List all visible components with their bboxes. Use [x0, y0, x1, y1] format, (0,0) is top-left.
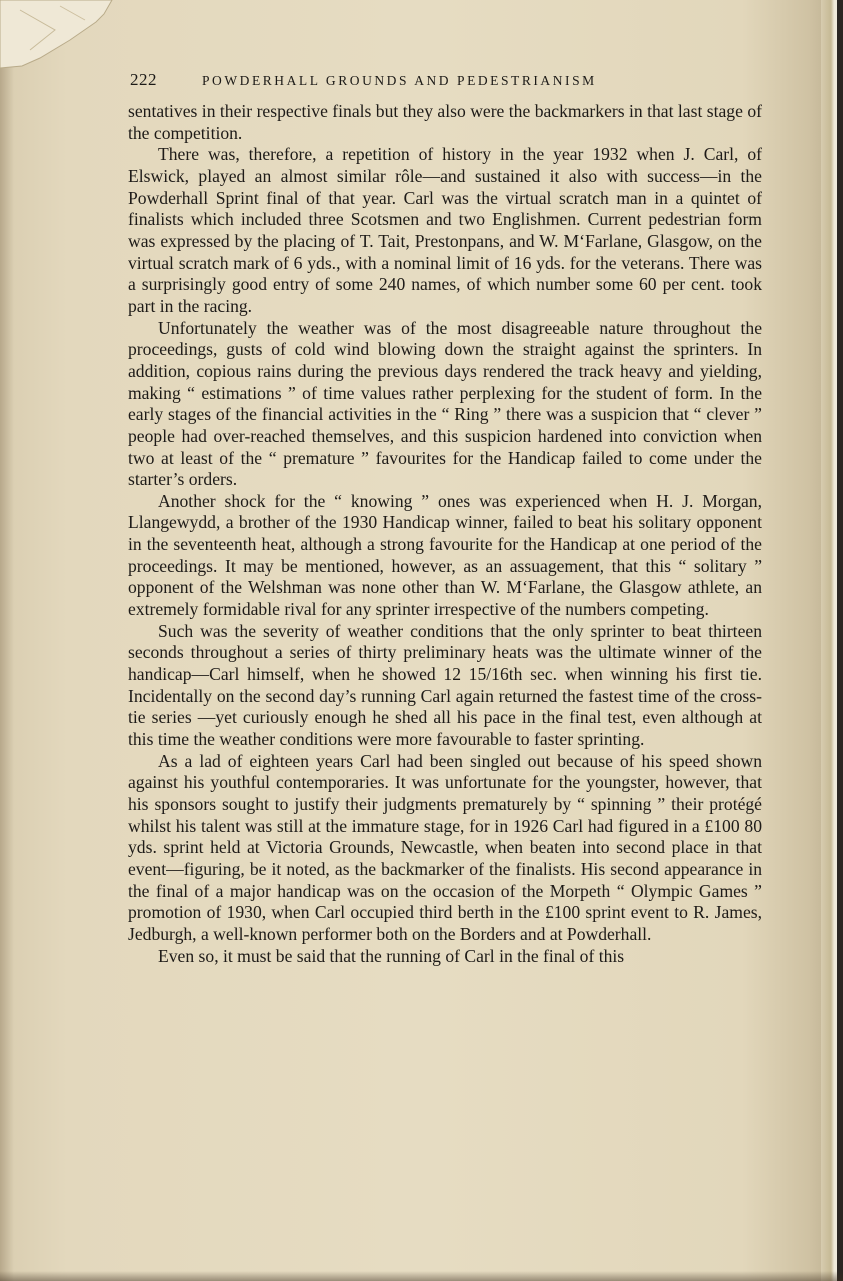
paragraph: sentatives in their respective finals but they also were the backmarkers in that last stage of the competition.	[128, 101, 762, 143]
torn-corner-paper	[0, 0, 120, 70]
paragraph: As a lad of eighteen years Carl had been singled out because of his speed shown against his youthful contemporaries. It was unfortunate for the youngster, however, that his sponsors sought to justify their judgments prematurely by “ spinning ” their protégé whilst his talent was still at the immature stage, for in 1926 Carl had figured in a £100 80 yds. sprint held at Victoria Grounds, Newcastle, when beaten into second place in that event—figuring, be it noted, as the backmarker of the finalists. His second appearance in the final of a major handicap was on the occasion of the Morpeth “ Olympic Games ” promotion of 1930, when Carl occupied third berth in the £100 sprint event to R. James, Jedburgh, a well-known performer both on the Borders and at Powderhall.	[128, 750, 762, 944]
page-number: 222	[130, 70, 157, 89]
paragraph: Even so, it must be said that the running of Carl in the final of this	[158, 945, 625, 966]
spine-shadow	[0, 0, 14, 1281]
paragraph: Another shock for the “ knowing ” ones was experienced when H. J. Morgan, Llangewydd, a brother of the 1930 Handicap winner, failed to beat his solitary opponent in the seventeenth heat, although a strong favourite for the Handicap at one period of the proceedings. It may be mentioned, however, as an assuagement, that this “ solitary ” opponent of the Welshman was none other than W. M‘Farlane, the Glasgow athlete, an extremely formidable rival for any sprinter irrespective of the numbers competing.	[128, 490, 762, 620]
paragraph: Such was the severity of weather conditions that the only sprinter to beat thirteen seconds throughout a series of thirty preliminary heats was the ultimate winner of the handicap—Carl himself, when he showed 12 15/16th sec. when winning his first tie. Incidentally on the second day’s running Carl again returned the fastest time of the cross-tie series —yet curiously enough he shed all his pace in the final test, even although at this time the weather conditions were more favourable to faster sprinting.	[128, 620, 762, 750]
page-header	[130, 70, 770, 94]
bottom-shadow	[0, 1271, 843, 1281]
background-edge	[837, 0, 843, 1281]
paragraph: Unfortunately the weather was of the most disagreeable nature throughout the proceedings, gusts of cold wind blowing down the straight against the sprinters. In addition, copious rains during the previous days rendered the track heavy and yielding, making “ estimations ” of time values rather perplexing for the student of form. In the early stages of the financial activities in the “ Ring ” there was a suspicion that “ clever ” people had over-reached themselves, and this suspicion hardened into conviction when two at least of the “ premature ” favourites for the Handicap failed to come under the starter’s orders.	[128, 317, 762, 490]
paragraph: There was, therefore, a repetition of history in the year 1932 when J. Carl, of Elswick, played an almost similar rôle—and sustained it also with success—in the Powderhall Sprint final of that year. Carl was the virtual scratch man in a quintet of finalists which included three Scotsmen and two Englishmen. Current pedestrian form was expressed by the placing of T. Tait, Prestonpans, and W. M‘Farlane, Glasgow, on the virtual scratch mark of 6 yds., with a nominal limit of 16 yds. for the veterans. There was a surprisingly good entry of some 240 names, of which number some 60 per cent. took part in the racing.	[128, 144, 762, 316]
body-text	[128, 101, 762, 967]
running-head: POWDERHALL GROUNDS AND PEDESTRIANISM	[202, 73, 597, 88]
